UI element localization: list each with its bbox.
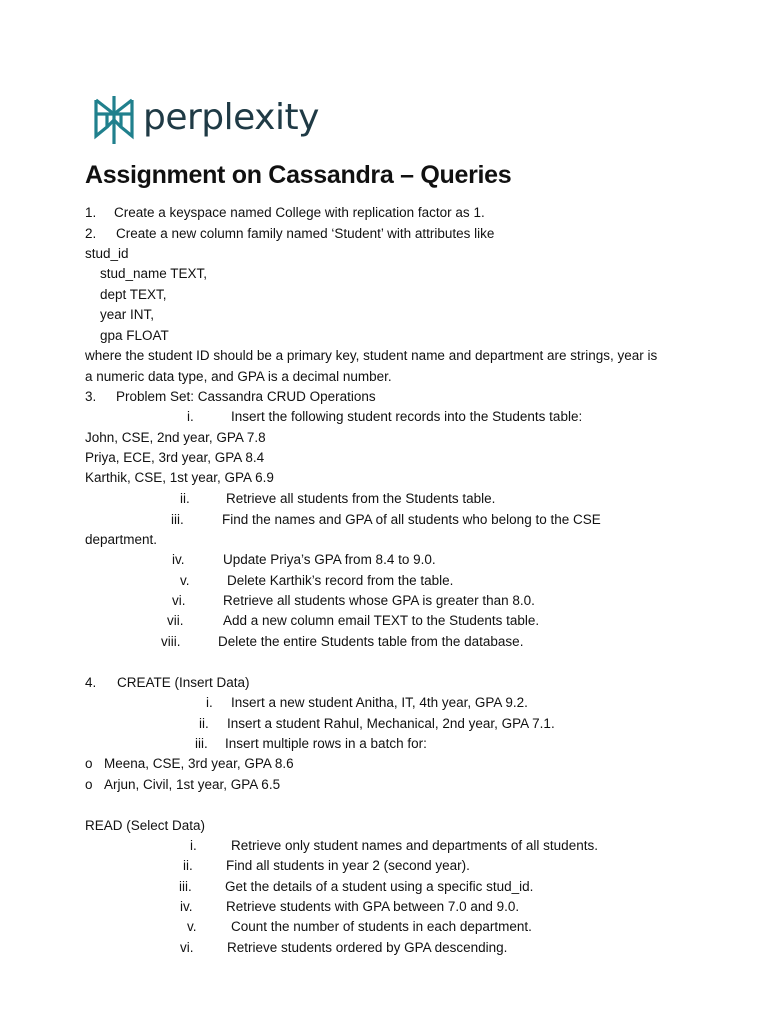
item-number: 3. (85, 389, 97, 404)
question-3: Problem Set: Cassandra CRUD Operations (116, 389, 376, 404)
subitem-text: Delete the entire Students table from the database. (218, 634, 524, 649)
perplexity-logo-icon (93, 94, 135, 146)
item-number: v. (180, 573, 190, 588)
item-number: iv. (172, 552, 185, 567)
subitem-text: Insert a student Rahul, Mechanical, 2nd year, GPA 7.1. (227, 716, 555, 731)
attribute-line: gpa FLOAT (100, 328, 169, 343)
bullet-marker: o (85, 756, 93, 771)
subitem-text: Delete Karthik’s record from the table. (227, 573, 454, 588)
item-number: 1. (85, 205, 97, 220)
attribute-line: stud_name TEXT, (100, 266, 208, 281)
item-number: ii. (199, 716, 209, 731)
attribute-line: dept TEXT, (100, 287, 167, 302)
subitem-text: Insert the following student records into the Students table: (231, 409, 583, 424)
question-1: Create a keyspace named College with replication factor as 1. (114, 205, 485, 220)
item-number: ii. (183, 858, 193, 873)
perplexity-logo (93, 94, 319, 146)
item-number: vi. (180, 940, 194, 955)
item-number: viii. (161, 634, 181, 649)
subitem-text: Retrieve students ordered by GPA descending. (227, 940, 508, 955)
question-2: Create a new column family named ‘Student’ with attributes like (116, 226, 495, 241)
item-number: iii. (195, 736, 208, 751)
bullet-text: Meena, CSE, 3rd year, GPA 8.6 (104, 756, 294, 771)
subitem-text: Retrieve only student names and departments of all students. (231, 838, 598, 853)
record-line: John, CSE, 2nd year, GPA 7.8 (85, 430, 266, 445)
item-number: iii. (179, 879, 192, 894)
item-number: ii. (180, 491, 190, 506)
subitem-continuation: department. (85, 532, 158, 547)
subitem-text: Find the names and GPA of all students who belong to the CSE (222, 512, 601, 527)
subitem-text: Insert a new student Anitha, IT, 4th year, GPA 9.2. (231, 695, 528, 710)
item-number: i. (206, 695, 213, 710)
subitem-text: Get the details of a student using a specific stud_id. (225, 879, 534, 894)
item-number: vii. (167, 613, 184, 628)
subitem-text: Count the number of students in each department. (231, 919, 532, 934)
description-line: a numeric data type, and GPA is a decimal number. (85, 369, 392, 384)
item-number: iii. (171, 512, 184, 527)
perplexity-wordmark: perplexity (143, 97, 319, 138)
subitem-text: Add a new column email TEXT to the Students table. (223, 613, 540, 628)
bullet-text: Arjun, Civil, 1st year, GPA 6.5 (104, 777, 281, 792)
item-number: v. (187, 919, 197, 934)
subitem-text: Update Priya’s GPA from 8.4 to 9.0. (223, 552, 436, 567)
subitem-text: Insert multiple rows in a batch for: (225, 736, 427, 751)
description-line: where the student ID should be a primary key, student name and department are strings, year is (85, 348, 658, 363)
question-4: CREATE (Insert Data) (117, 675, 250, 690)
subitem-text: Retrieve all students whose GPA is greater than 8.0. (223, 593, 535, 608)
record-line: Priya, ECE, 3rd year, GPA 8.4 (85, 450, 265, 465)
subitem-text: Retrieve students with GPA between 7.0 and 9.0. (226, 899, 520, 914)
item-number: i. (187, 409, 194, 424)
document-title: Assignment on Cassandra – Queries (85, 161, 512, 189)
item-number: i. (190, 838, 197, 853)
subitem-text: Find all students in year 2 (second year). (226, 858, 470, 873)
bullet-marker: o (85, 777, 93, 792)
item-number: 2. (85, 226, 97, 241)
attribute-line: year INT, (100, 307, 155, 322)
item-number: iv. (180, 899, 193, 914)
record-line: Karthik, CSE, 1st year, GPA 6.9 (85, 470, 274, 485)
section-heading: READ (Select Data) (85, 818, 206, 833)
subitem-text: Retrieve all students from the Students table. (226, 491, 496, 506)
item-number: vi. (172, 593, 186, 608)
item-number: 4. (85, 675, 97, 690)
attribute-line: stud_id (85, 246, 129, 261)
